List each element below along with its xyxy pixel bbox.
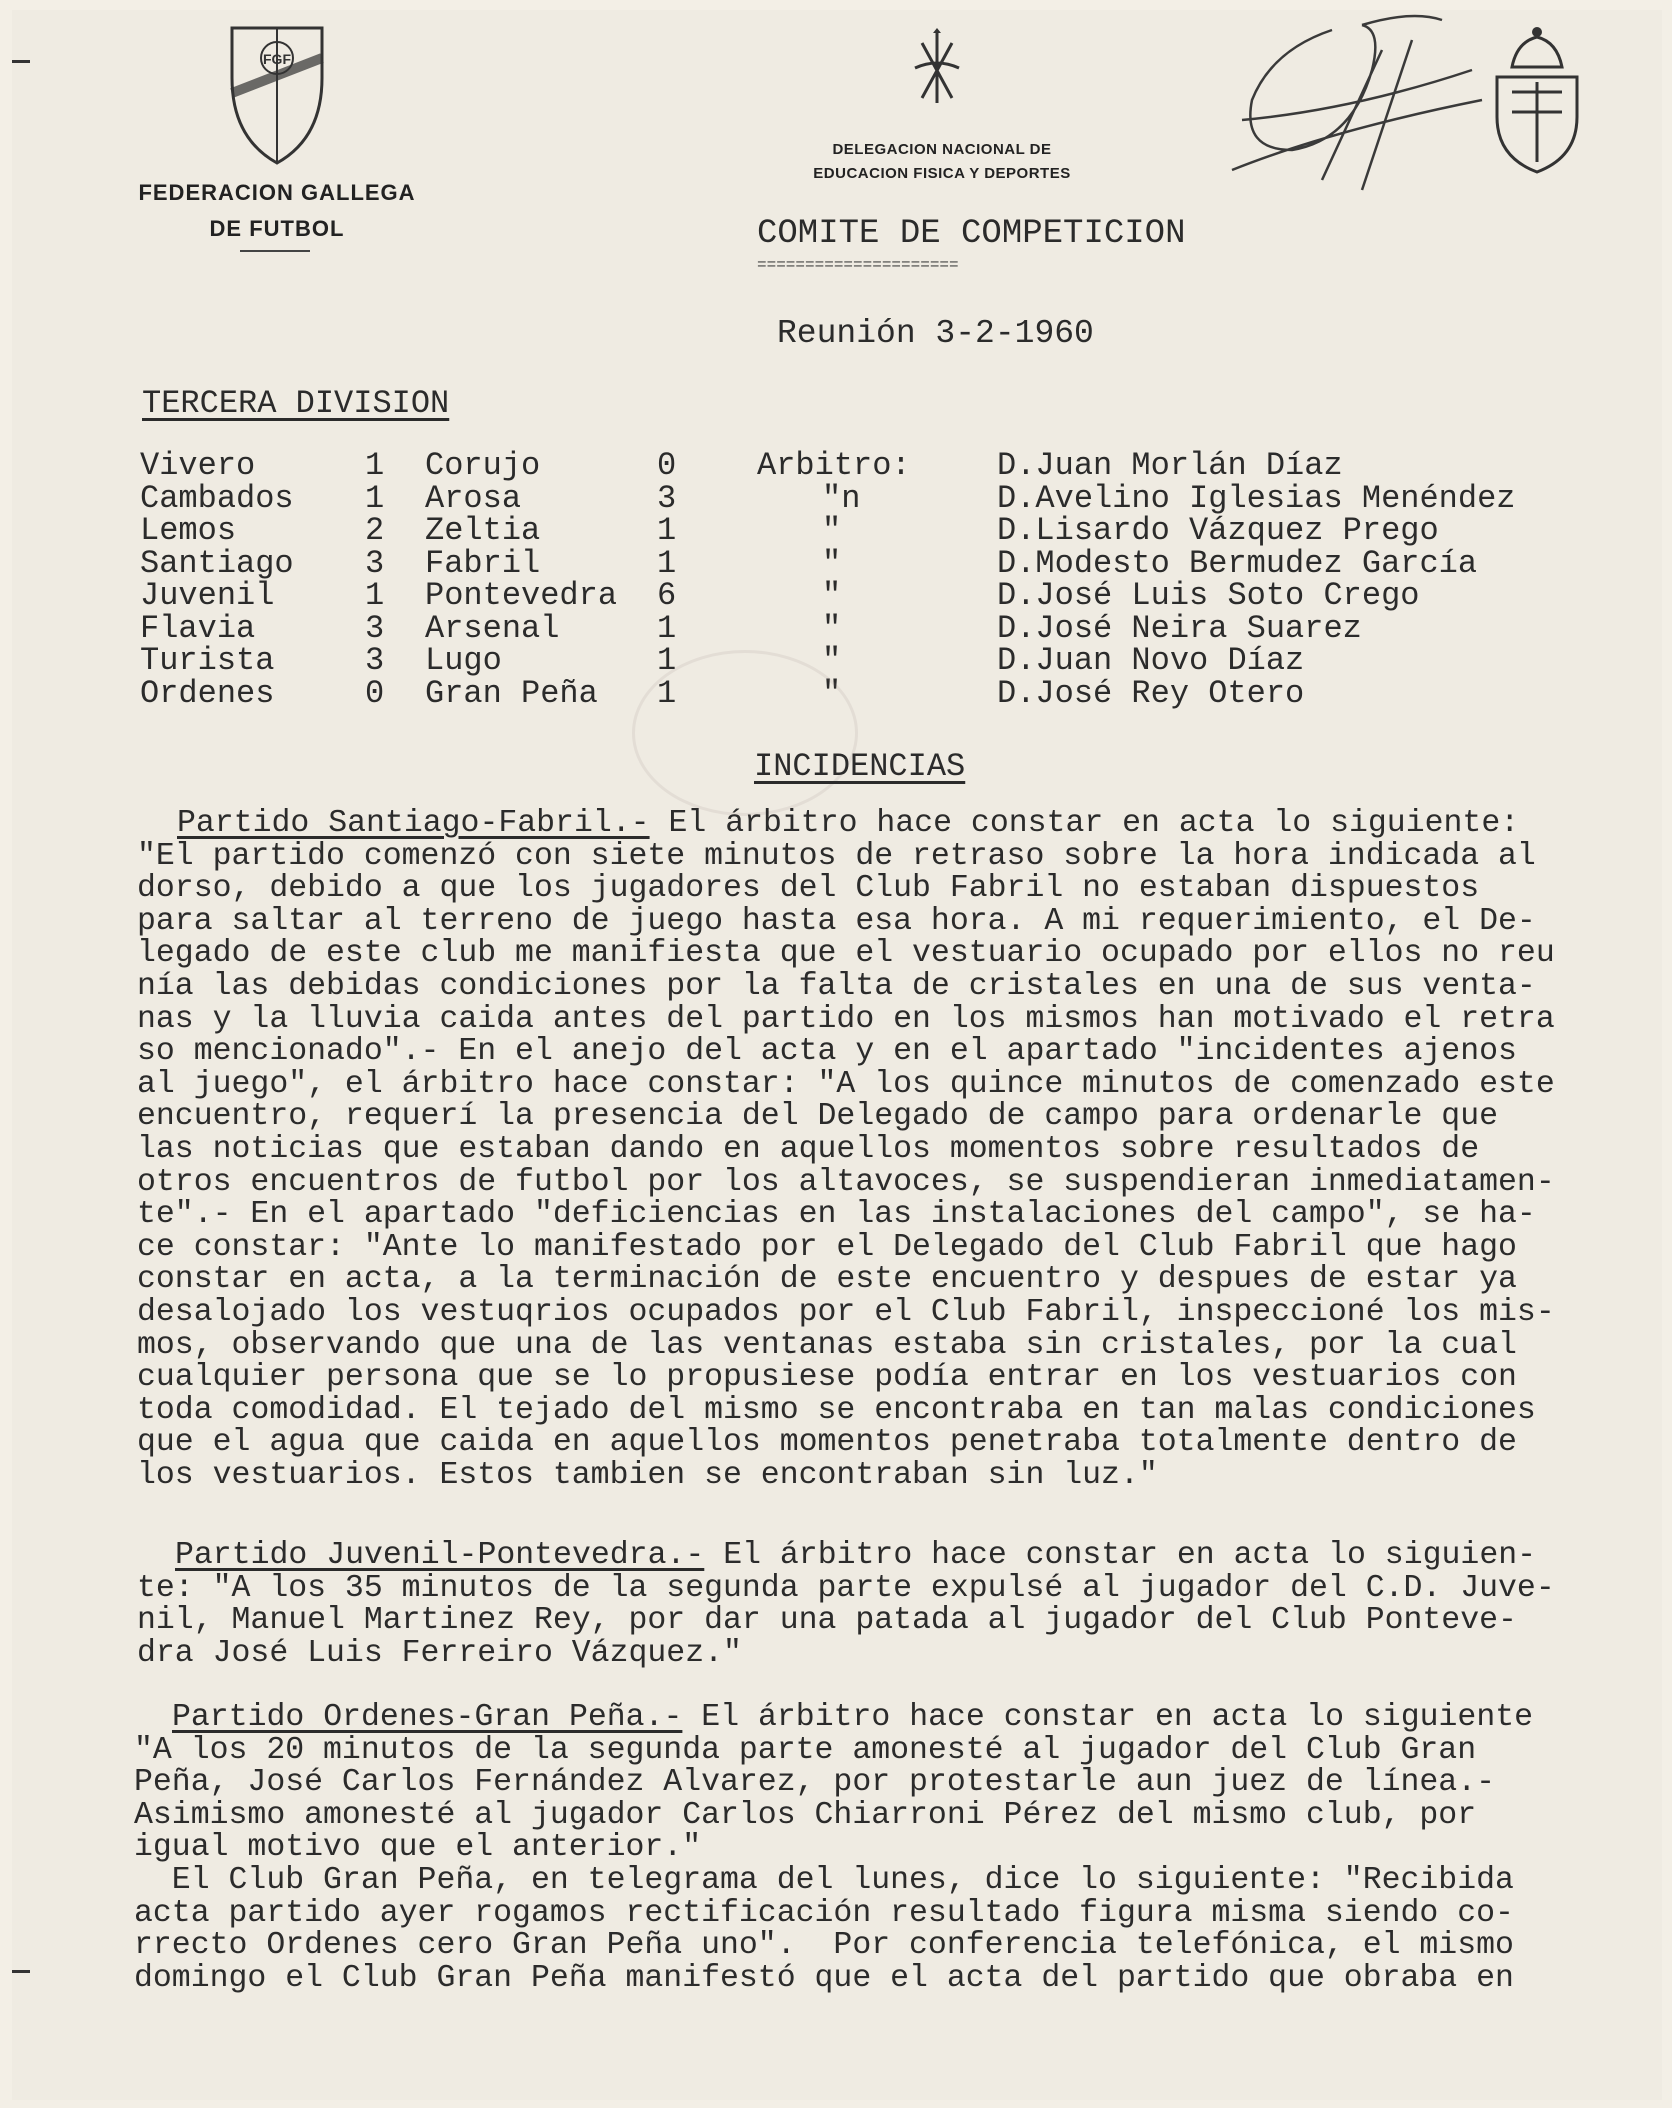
incident-line: las noticias que estaban dando en aquellos momentos sobre resultados de [137,1131,1480,1167]
referee-name: D.José Neira Suarez [997,609,1362,647]
incident-line: nas y la lluvia caida antes del partido en los mismos han motivado el retra [137,1001,1555,1037]
incident-line: te: "A los 35 minutos de la segunda parte expulsé al jugador del C.D. Juve- [137,1570,1555,1606]
handwritten-signature [1212,10,1492,200]
away-team: Gran Peña [425,674,598,712]
home-score: 3 [365,642,385,679]
incident-line: Asimismo amonesté al jugador Carlos Chiarroni Pérez del mismo club, por [134,1797,1477,1833]
home-team: Santiago [140,544,294,582]
referee-label: " [822,544,842,582]
home-team: Juvenil [140,577,275,614]
away-team: Fabril [425,544,541,582]
away-team: Arosa [425,479,522,517]
incident-line: otros encuentros de futbol por los altavoces, se suspendieran inmediatamen- [137,1164,1555,1200]
incident-line: te".- En el apartado "deficiencias en las instalaciones del campo", se ha- [137,1197,1536,1233]
incident-line: que el agua que caida en aquellos momentos penetraba totalmente dentro de [137,1425,1517,1461]
delegacion-line-1: DELEGACION NACIONAL DE [832,141,1052,158]
incident-heading: Partido Ordenes-Gran Peña.- [172,1700,683,1735]
home-score: 3 [365,609,385,647]
home-team: Turista [140,642,275,679]
away-score: 3 [657,479,677,517]
incident-line: encuentro, requerí la presencia del Delegado de campo para ordenarle que [137,1099,1499,1135]
referee-name: D.Juan Novo Díaz [997,642,1305,679]
meeting-date: Reunión 3-2-1960 [777,315,1094,352]
referee-label: "n [822,479,861,517]
federation-line-2: DE FUTBOL [209,216,345,241]
away-score: 1 [657,642,677,679]
incident-line: "El partido comenzó con siete minutos de retraso sobre la hora indicada al [137,838,1536,874]
home-score: 0 [365,674,385,712]
away-score: 1 [657,512,677,549]
incident-line: "A los 20 minutos de la segunda parte amonesté al jugador del Club Gran [134,1732,1477,1768]
referee-name: D.José Rey Otero [997,674,1305,712]
incident-line: El árbitro hace constar en acta lo siguiente: [649,806,1520,841]
away-team: Corujo [425,447,541,484]
home-score: 2 [365,512,385,549]
away-team: Zeltia [425,512,541,549]
federation-name [132,175,422,247]
incidencias-heading: INCIDENCIAS [754,748,966,785]
referee-name: D.Juan Morlán Díaz [997,447,1343,484]
incident-line: dorso, debido a que los jugadores del Club Fabril no estaban dispuestos [137,871,1480,907]
margin-mark [12,1970,30,1973]
table-row [140,613,1515,646]
results-table [140,447,1516,712]
referee-name: D.Lisardo Vázquez Prego [997,512,1439,549]
incident-heading: Partido Juvenil-Pontevedra.- [175,1538,705,1573]
incident-heading: Partido Santiago-Fabril.- [177,806,650,841]
title-double-rule: ===================== [757,256,959,274]
home-score: 1 [365,447,385,484]
delegacion-heading [792,138,1092,186]
yoke-arrows-emblem [907,28,967,108]
incident-santiago-fabril [137,808,1672,1492]
incident-line: Peña, José Carlos Fernández Alvarez, por protestarle aun juez de línea.- [134,1765,1496,1801]
table-row [140,580,1515,613]
margin-mark [12,60,30,63]
away-score: 1 [657,609,677,647]
away-team: Lugo [425,642,502,679]
home-team: Ordenes [140,674,275,712]
referee-label: " [822,577,842,614]
table-row [140,548,1515,581]
comite-title: COMITE DE COMPETICION [757,215,1186,253]
incident-juvenil-pontevedra [137,1540,1672,1670]
referee-label: Arbitro: [757,447,911,484]
home-team: Cambados [140,479,294,517]
incident-line: legado de este club me manifiesta que el vestuario ocupado por ellos no reu [137,936,1555,972]
incident-line: acta partido ayer rogamos rectificación resultado figura misma siendo co- [134,1895,1514,1931]
away-score: 1 [657,674,677,712]
referee-name: D.Modesto Bermudez García [997,544,1478,582]
incident-line: El árbitro hace constar en acta lo siguien- [704,1538,1537,1573]
incident-line: al juego", el árbitro hace constar: "A los quince minutos de comenzado este [137,1066,1555,1102]
incident-line: dra José Luis Ferreiro Vázquez." [137,1635,742,1671]
document-page [12,10,1662,2100]
table-row [140,515,1515,548]
federation-shield-logo [222,18,332,168]
table-row [140,483,1515,516]
incident-line: domingo el Club Gran Peña manifestó que el acta del partido que obraba en [134,1960,1514,1996]
away-score: 1 [657,544,677,582]
incident-line: ce constar: "Ante lo manifestado por el Delegado del Club Fabril que hago [137,1229,1517,1265]
table-row [140,645,1515,678]
incident-line: igual motivo que el anterior." [134,1830,702,1866]
home-team: Lemos [140,512,237,549]
incident-ordenes-gran-pena [134,1702,1672,1995]
federation-line-1: FEDERACION GALLEGA [138,180,416,205]
away-team: Arsenal [425,609,560,647]
home-score: 1 [365,479,385,517]
away-team: Pontevedra [425,577,618,614]
table-row [140,450,1515,483]
referee-name: D.Avelino Iglesias Menéndez [997,479,1516,517]
incident-line: so mencionado".- En el anejo del acta y en el apartado "incidentes ajenos [137,1034,1517,1070]
referee-label: " [822,642,842,679]
incident-line: cualquier persona que se lo propusiese podía entrar en los vestuarios con [137,1360,1517,1396]
away-score: 0 [657,447,677,484]
referee-name: D.José Luis Soto Crego [997,577,1420,614]
faded-stamp [632,650,858,816]
incident-line: mos, observando que una de las ventanas estaba sin cristales, por la cual [137,1327,1517,1363]
incident-line: para saltar al terreno de juego hasta esa hora. A mi requerimiento, el De- [137,903,1536,939]
incident-line: nía las debidas condiciones por la falta de cristales en una de sus venta- [137,968,1536,1004]
incident-line: El Club Gran Peña, en telegrama del lunes, dice lo siguiente: "Recibida [134,1862,1514,1898]
referee-label: " [822,512,842,549]
spanish-federation-crown-emblem [1482,22,1592,177]
home-score: 1 [365,577,385,614]
away-score: 6 [657,577,677,614]
home-team: Vivero [140,447,256,484]
incident-line: rrecto Ordenes cero Gran Peña uno". Por conferencia telefónica, el mismo [134,1928,1514,1964]
incident-line: constar en acta, a la terminación de este encuentro y despues de estar ya [137,1262,1517,1298]
division-heading: TERCERA DIVISION [142,385,450,422]
home-score: 3 [365,544,385,582]
delegacion-line-2: EDUCACION FISICA Y DEPORTES [813,165,1071,182]
home-team: Flavia [140,609,256,647]
incident-line: desalojado los vestuqrios ocupados por el Club Fabril, inspeccioné los mis- [137,1294,1555,1330]
referee-label: " [822,674,842,712]
incident-line: El árbitro hace constar en acta lo siguiente [682,1700,1534,1735]
svg-text:FGF: FGF [263,51,291,67]
incident-line: nil, Manuel Martinez Rey, por dar una patada al jugador del Club Ponteve- [137,1603,1517,1639]
referee-label: " [822,609,842,647]
incident-line: toda comodidad. El tejado del mismo se encontraba en tan malas condiciones [137,1392,1536,1428]
federation-rule [240,250,310,252]
incident-line: los vestuarios. Estos tambien se encontraban sin luz." [137,1457,1158,1493]
